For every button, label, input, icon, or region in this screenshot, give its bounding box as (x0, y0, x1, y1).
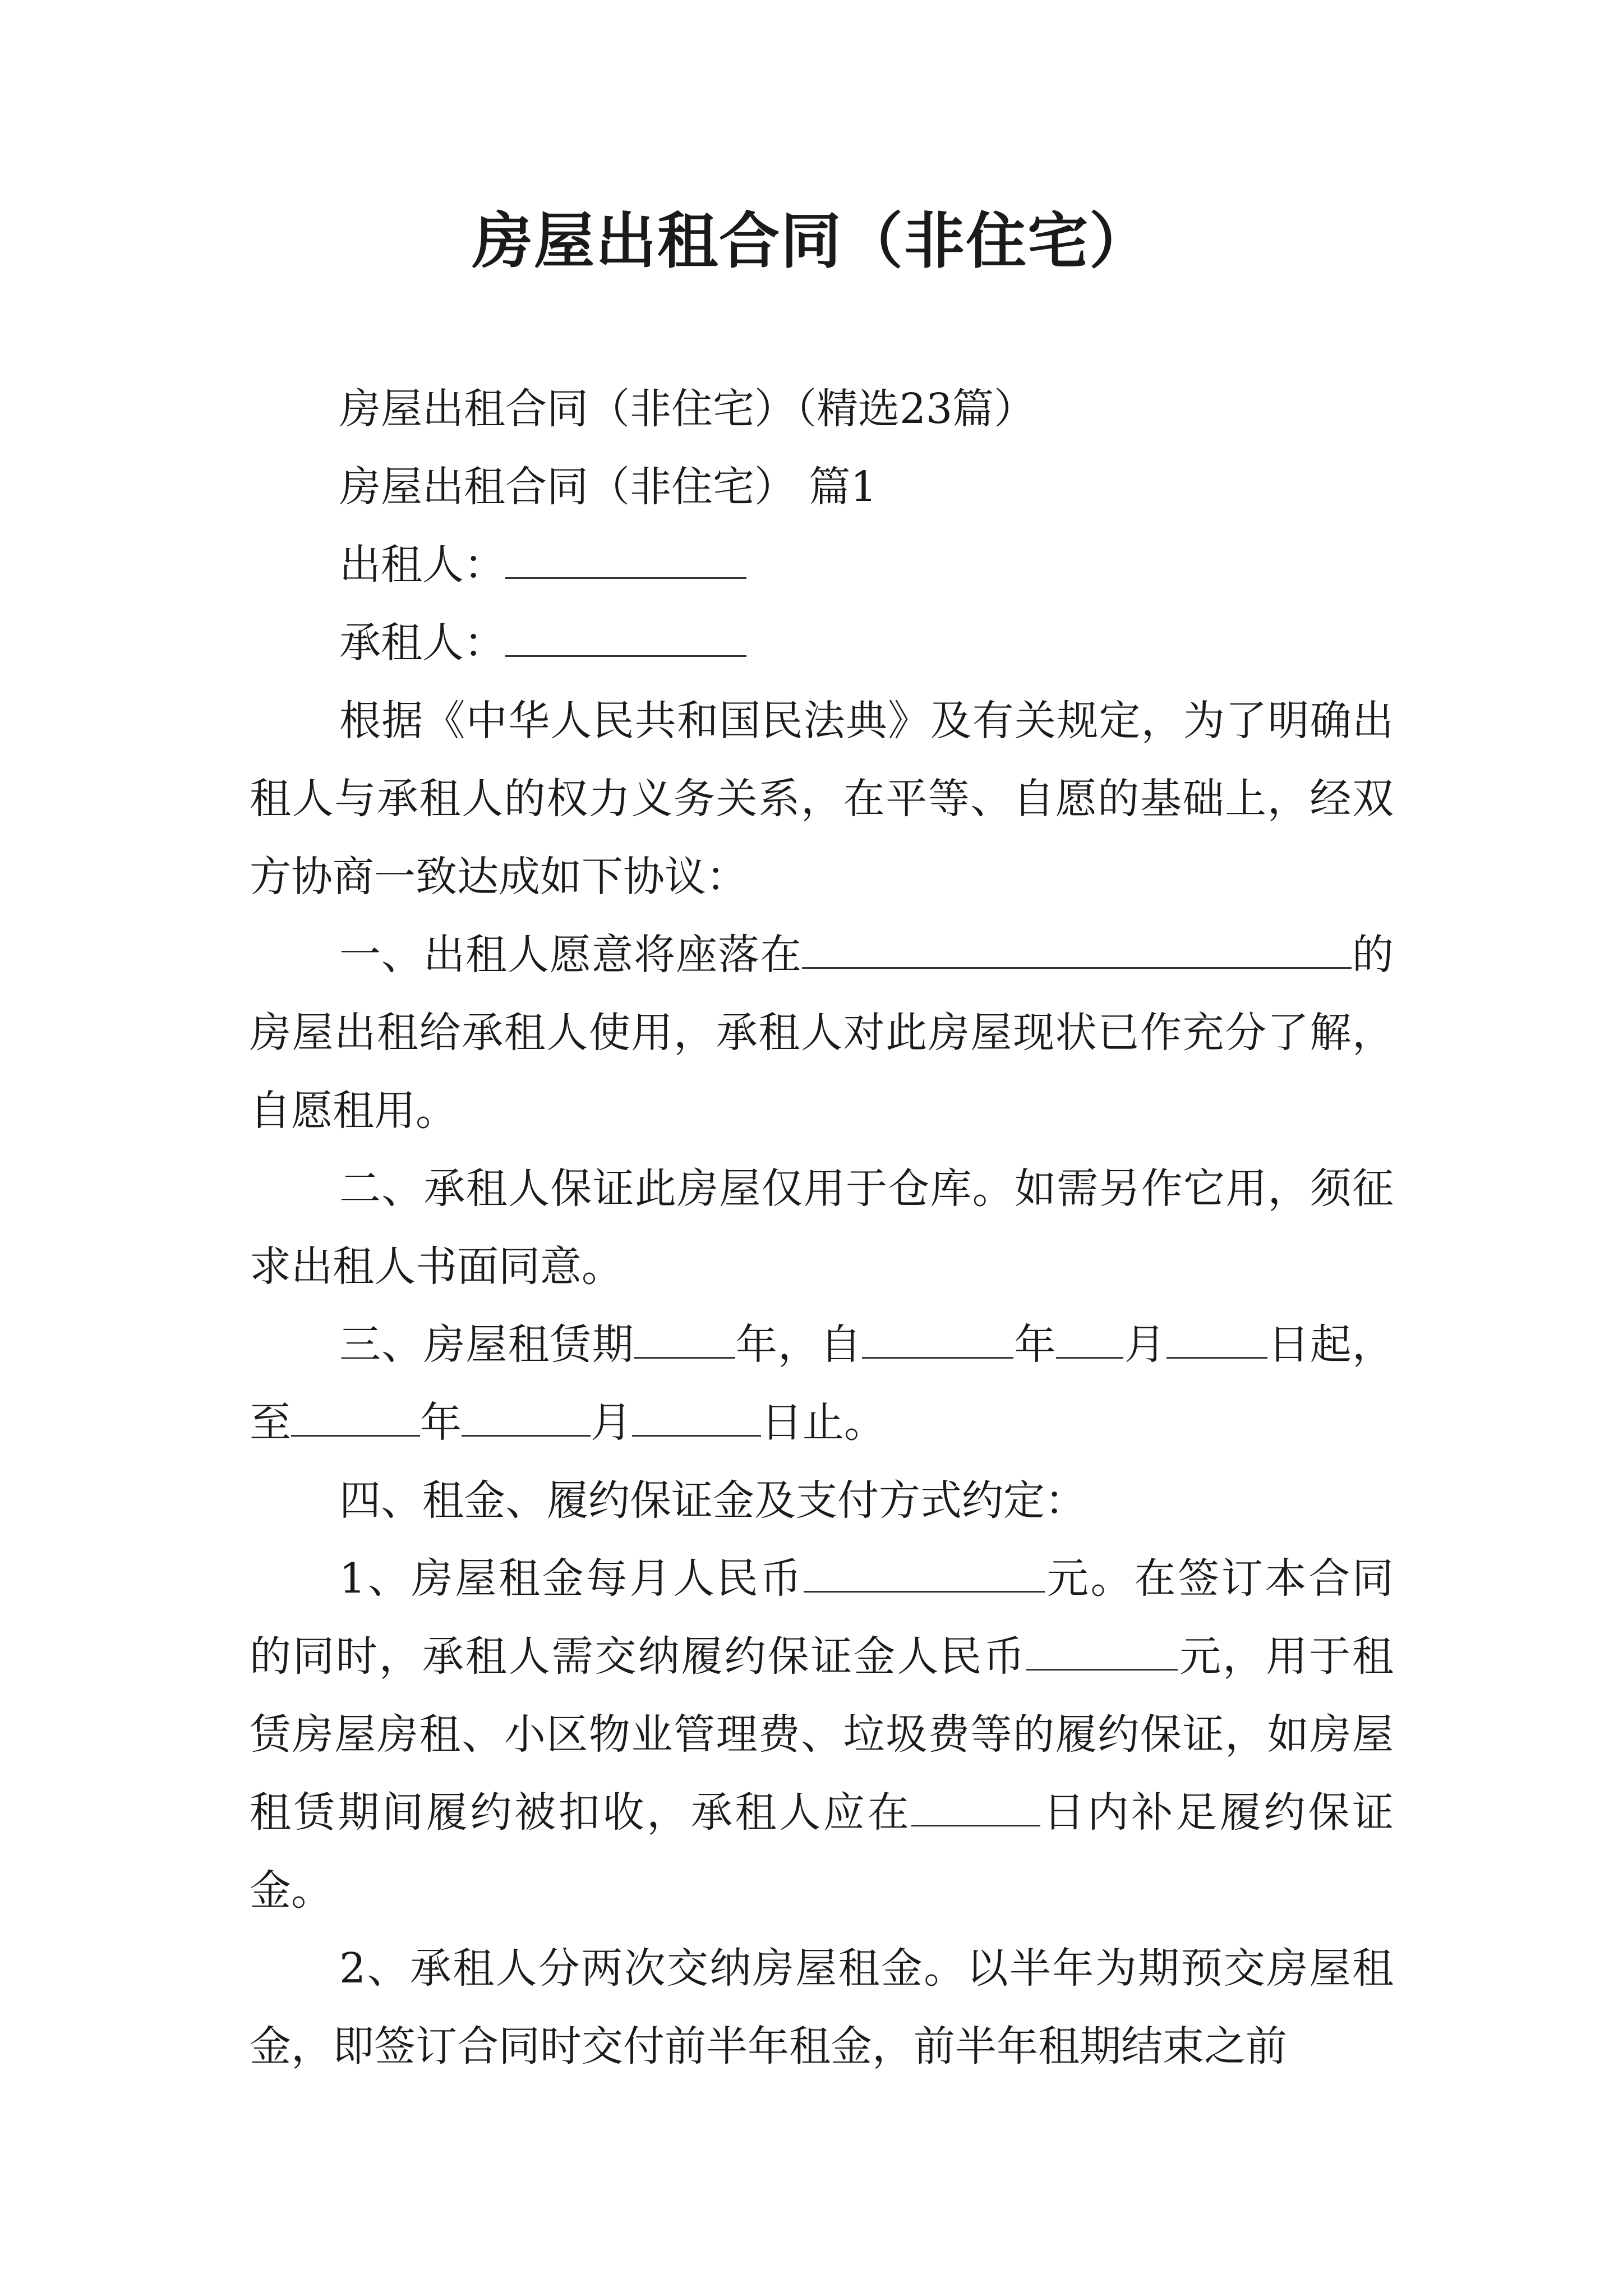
item-1-text-b: 元。在签订本合同的同时，承租人需交纳履约保证金人民币 (250, 1554, 1394, 1681)
preamble-paragraph: 根据《中华人民共和国民法典》及有关规定，为了明确出租人与承租人的权力义务关系，在平等、自愿的基础上，经双方协商一致达成如下协议： (250, 697, 1394, 901)
end-day-blank (632, 1393, 761, 1437)
clause-3-text-e: 日起，至 (250, 1320, 1394, 1447)
clause-1 (250, 916, 1394, 1150)
start-year-blank (862, 1315, 1013, 1359)
subtitle-line: 房屋出租合同（非住宅）（精选23篇） (339, 385, 1036, 433)
section-title: 房屋出租合同（非住宅） 篇1 (339, 463, 877, 511)
document-body (250, 370, 1394, 2086)
lessor-label: 出租人： (339, 541, 505, 589)
clause-4: 四、租金、履约保证金及支付方式约定： (339, 1476, 1086, 1525)
deposit-blank (1026, 1627, 1178, 1671)
replenish-days-blank (911, 1783, 1040, 1826)
clause-3-text-g: 月 (591, 1398, 632, 1447)
start-day-blank (1166, 1315, 1267, 1359)
clause-1-text-b: 的房屋出租给承租人使用，承租人对此房屋现状已作充分了解，自愿租用。 (250, 931, 1394, 1135)
clause-3-text-f: 年 (420, 1398, 462, 1447)
document-title: 房屋出租合同（非住宅） (472, 206, 1151, 277)
end-year-blank (291, 1393, 420, 1437)
clause-3-text-d: 月 (1123, 1320, 1166, 1369)
lessee-line (250, 604, 1394, 682)
lessee-blank (505, 614, 746, 657)
clause-1-text-a: 一、出租人愿意将座落在 (339, 931, 802, 979)
lessor-blank (505, 536, 746, 579)
item-1-text-a: 1、房屋租金每月人民币 (339, 1554, 804, 1603)
item-1-text-c: 元，用于租赁房屋房租、小区物业管理费、垃圾费等的履约保证，如房屋租赁期间履约被扣收，承租人应在 (250, 1632, 1394, 1837)
clause-3 (250, 1306, 1394, 1462)
address-blank (802, 926, 1352, 969)
lessor-line (250, 526, 1394, 604)
lessee-label: 承租人： (339, 619, 505, 667)
term-years-blank (634, 1315, 735, 1359)
start-month-blank (1056, 1315, 1123, 1359)
clause-3-text-a: 三、房屋租赁期 (339, 1320, 634, 1369)
clause-3-text-c: 年 (1013, 1320, 1057, 1369)
monthly-rent-blank (804, 1549, 1045, 1593)
clause-3-text-b: 年，自 (735, 1320, 863, 1369)
clause-3-text-h: 日止。 (761, 1398, 886, 1447)
item-1-text-d: 日内补足履约保证金。 (250, 1788, 1394, 1915)
clause-4-item-1 (250, 1540, 1394, 1930)
end-month-blank (462, 1393, 591, 1437)
clause-4-item-2: 2、承租人分两次交纳房屋租金。以半年为期预交房屋租金，即签订合同时交付前半年租金，前半年租期结束之前 (250, 1944, 1394, 2070)
clause-2: 二、承租人保证此房屋仅用于仓库。如需另作它用，须征求出租人书面同意。 (250, 1165, 1394, 1291)
